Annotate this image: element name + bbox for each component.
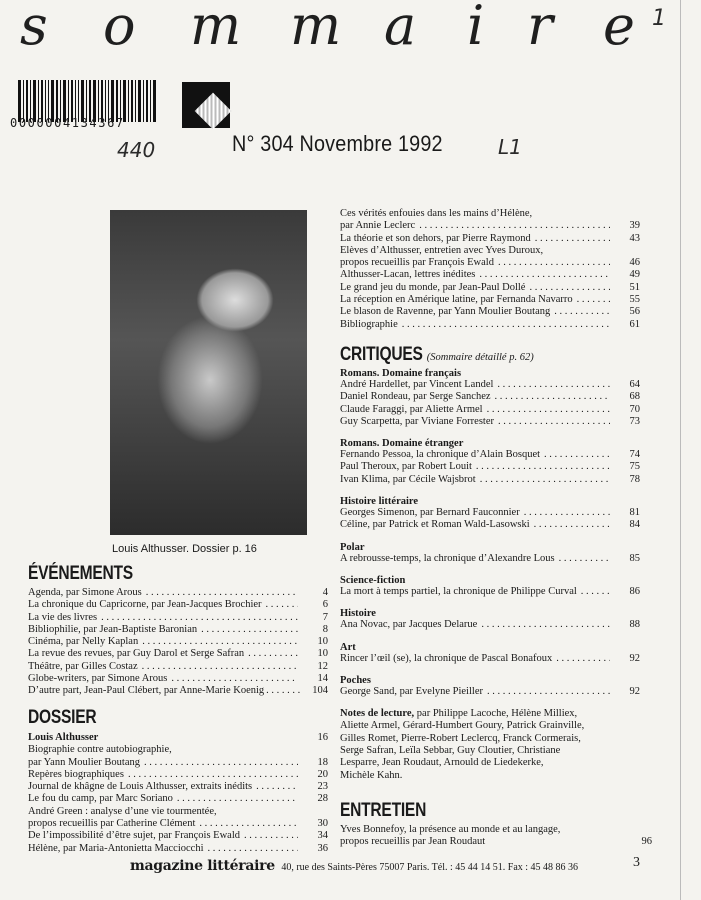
- handwritten-number: 440: [117, 138, 156, 162]
- section-heading: CRITIQUES: [340, 344, 423, 365]
- entretien-section: ENTRETIEN Yves Bonnefoy, la présence au monde et au langage, propos recueillis par Jean Roudaut 96: [340, 800, 652, 848]
- section-heading: ENTRETIEN: [340, 800, 427, 821]
- entry-line: Elèves d’Althusser, entretien avec Yves Duroux,: [340, 244, 544, 256]
- banner-letter: i: [467, 0, 485, 57]
- toc-entry: Repères biographiques . . . 20: [28, 769, 328, 781]
- group-heading: Polar: [340, 541, 365, 553]
- toc-entry: Claude Faraggi, par Aliette Armel . . . 70: [340, 404, 640, 416]
- toc-entry: De l’impossibilité d’être sujet, par François Ewald . . . 34: [28, 830, 328, 842]
- toc-entry: Cinéma, par Nelly Kaplan . . . 10: [28, 636, 328, 648]
- dossier-continued-list: [340, 208, 640, 331]
- notes-label: Notes de lecture,: [340, 708, 415, 720]
- footer: [130, 858, 578, 874]
- toc-entry: Journal de khâgne de Louis Althusser, extraits inédits . . . 23: [28, 781, 328, 793]
- toc-entry: Paul Theroux, par Robert Louit . . . 75: [340, 461, 640, 473]
- toc-entry: Ana Novac, par Jacques Delarue . . . 88: [340, 619, 640, 631]
- masthead-banner: [0, 0, 701, 58]
- group-heading: Poches: [340, 674, 371, 686]
- banner-letter: e: [603, 0, 635, 57]
- group-heading: Romans. Domaine français: [340, 368, 462, 379]
- toc-entry: Ivan Klima, par Cécile Wajsbrot . . . 78: [340, 474, 640, 486]
- toc-entry: par Annie Leclerc . . . 39: [340, 220, 640, 232]
- toc-entry: Guy Scarpetta, par Viviane Forrester . . . 73: [340, 416, 640, 428]
- toc-entry: par Yann Moulier Boutang . . . 18: [28, 757, 328, 769]
- section-note: (Sommaire détaillé p. 62): [426, 352, 534, 363]
- toc-entry: Agenda, par Simone Arous . . . 4: [28, 587, 328, 599]
- toc-entry: Bibliophilie, par Jean-Baptiste Baronian . . . 8: [28, 624, 328, 636]
- magazine-brand: magazine littéraire: [130, 858, 275, 874]
- group-heading: Art: [340, 641, 356, 653]
- toc-entry: André Hardellet, par Vincent Landel . . . 64: [340, 379, 640, 391]
- toc-entry: propos recueillis par Jean Roudaut 96: [340, 836, 652, 848]
- handwritten-mark: 1: [652, 6, 666, 31]
- reading-notes: Notes de lecture, par Philippe Lacoche, Hélène Milliex, Aliette Armel, Gérard-Humbert Goury, Patrick Grainville, Gilles Romet, Pierre-Robert Leclercq, Franck Cormerais, Serge Safran, Leïla Sebbar, Guy Cloutier, Christiane Lesparre, Jean Roudaut, Arnould de Liedekerke, Michèle Kahn.: [340, 708, 585, 781]
- toc-entry: Rincer l’œil (se), la chronique de Pascal Bonafoux . . . 92: [340, 653, 640, 665]
- section-heading: ÉVÉNEMENTS: [28, 563, 133, 584]
- barcode-number: 0000004134367: [10, 116, 125, 130]
- toc-entry: Céline, par Patrick et Roman Wald-Lasowski . . . 84: [340, 519, 640, 531]
- group-heading: Science-fiction: [340, 574, 406, 586]
- banner-letter: o: [103, 0, 136, 57]
- toc-entry: Fernando Pessoa, la chronique d’Alain Bosquet . . . 74: [340, 449, 640, 461]
- toc-entry: propos recueillis par Catherine Clément . . . 30: [28, 818, 328, 830]
- entry-line: Ces vérités enfouies dans les mains d’Hélène,: [340, 208, 533, 219]
- toc-entry: Althusser-Lacan, lettres inédites . . . 49: [340, 269, 640, 281]
- toc-entry: Le blason de Ravenne, par Yann Moulier Boutang . . . 56: [340, 306, 640, 318]
- evenements-section: [28, 563, 328, 698]
- toc-entry: Théâtre, par Gilles Costaz . . . 12: [28, 661, 328, 673]
- toc-entry: Louis Althusser 16: [28, 732, 328, 743]
- toc-entry: D’autre part, Jean-Paul Clébert, par Anne-Marie Koenig . . . 104: [28, 685, 328, 697]
- group-heading: Romans. Domaine étranger: [340, 438, 464, 450]
- toc-entry: Daniel Rondeau, par Serge Sanchez . . . 68: [340, 391, 640, 403]
- toc-entry: Le fou du camp, par Marc Soriano . . . 28: [28, 793, 328, 805]
- section-heading: DOSSIER: [28, 707, 97, 728]
- banner-letter: s: [20, 0, 48, 57]
- page-edge: [680, 0, 681, 900]
- toc-entry: Le grand jeu du monde, par Jean-Paul Dollé . . . 51: [340, 282, 640, 294]
- toc-entry: Globe-writers, par Simone Arous . . . 14: [28, 673, 328, 685]
- handwritten-mark: L1: [498, 135, 522, 159]
- dossier-section: DOSSIER Louis Althusser 16 Biographie contre autobiographie, par Yann Moulier Boutang . . . 18 Repères biographiques . . . 20 Journal de khâgne de Louis Althusser, extraits inédits . . . 23 Le fou du camp, par Marc Soriano . . . 28 André Green : analyse d’une vie tourmentée, propos recueillis par Catherine Clément . . . 30 De l’impossibilité d’être sujet, par François Ewald . . . 34 Hélène, par Maria-Antonietta Macciocchi . . . 36: [28, 707, 328, 855]
- photo-caption: Louis Althusser. Dossier p. 16: [112, 543, 257, 555]
- toc-entry: La chronique du Capricorne, par Jean-Jacques Brochier . . . 6: [28, 599, 328, 611]
- toc-entry: La théorie et son dehors, par Pierre Raymond . . . 43: [340, 233, 640, 245]
- page-number: 3: [633, 855, 640, 870]
- portrait-photo: [110, 210, 307, 535]
- footer-address: 40, rue des Saints-Pères 75007 Paris. Tél. : 45 44 14 51. Fax : 45 48 86 36: [281, 862, 579, 873]
- toc-entry: propos recueillis par François Ewald . . . 46: [340, 257, 640, 269]
- toc-entry: Hélène, par Maria-Antonietta Macciocchi . . . 36: [28, 843, 328, 855]
- banner-letter: r: [527, 0, 553, 57]
- banner-letter: m: [290, 0, 342, 57]
- banner-letter: m: [190, 0, 242, 57]
- toc-entry: Georges Simenon, par Bernard Fauconnier . . . 81: [340, 507, 640, 519]
- issue-title: N° 304 Novembre 1992: [232, 131, 443, 156]
- banner-letter: a: [384, 0, 417, 57]
- group-heading: Histoire littéraire: [340, 496, 419, 508]
- toc-entry: Bibliographie . . . 61: [340, 319, 640, 331]
- toc-entry: George Sand, par Evelyne Pieiller . . . 92: [340, 686, 640, 698]
- toc-entry: La vie des livres . . . 7: [28, 612, 328, 624]
- toc-entry: La revue des revues, par Guy Darol et Serge Safran . . . 10: [28, 648, 328, 660]
- toc-entry: A rebrousse-temps, la chronique d’Alexandre Lous . . . 85: [340, 553, 640, 565]
- critiques-section: [340, 344, 640, 782]
- group-heading: Histoire: [340, 608, 376, 620]
- toc-entry: La mort à temps partiel, la chronique de Philippe Curval . . . 86: [340, 586, 640, 598]
- toc-entry: La réception en Amérique latine, par Fernanda Navarro . . . 55: [340, 294, 640, 306]
